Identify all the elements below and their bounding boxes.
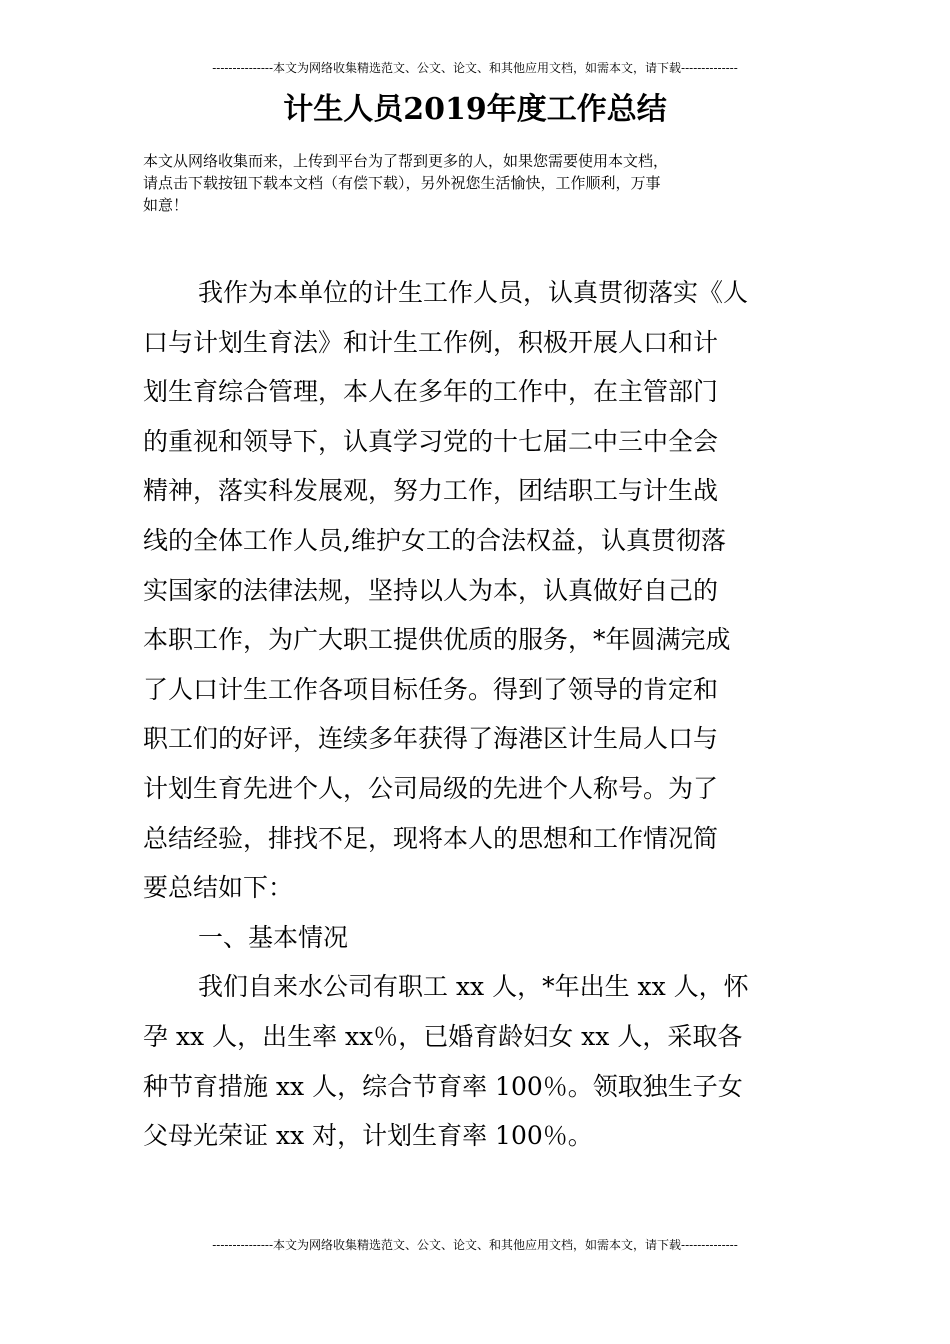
notice-line: 本文从网络收集而来，上传到平台为了帮到更多的人，如果您需要使用本文档，: [143, 152, 669, 170]
body-line: 总结经验，排找不足，现将本人的思想和工作情况简: [143, 823, 719, 853]
notice-line: 请点击下载按钮下载本文档（有偿下载），另外祝您生活愉快，工作顺利，万事: [143, 174, 661, 192]
body-line: 划生育综合管理，本人在多年的工作中，在主管部门: [143, 377, 719, 407]
section-heading: 一、基本情况: [198, 922, 349, 952]
body-line: 线的全体工作人员,维护女工的合法权益，认真贯彻落: [143, 525, 726, 555]
body-line: 种节育措施 xx 人，综合节育率 100％。领取独生子女: [143, 1071, 743, 1101]
body-text: [143, 268, 813, 1161]
body-line: 口与计划生育法》和计生工作例，积极开展人口和计: [143, 327, 719, 357]
header-banner: ---------------本文为网络收集精选范文、公文、论文、和其他应用文档，如需本文，请下载--------------: [212, 61, 738, 75]
body-line: 实国家的法律法规，坚持以人为本，认真做好自己的: [143, 575, 719, 605]
body-line: 计划生育先进个人，公司局级的先进个人称号。为了: [143, 773, 719, 803]
notice-line: 如意！: [143, 196, 189, 214]
body-line: 我作为本单位的计生工作人员，认真贯彻落实《人: [198, 278, 749, 307]
body-line: 了人口计生工作各项目标任务。得到了领导的肯定和: [143, 674, 719, 704]
download-notice: [143, 150, 813, 216]
body-line: 孕 xx 人，出生率 xx％，已婚育龄妇女 xx 人，采取各: [143, 1021, 743, 1051]
body-line: 要总结如下：: [143, 873, 294, 903]
body-line: 的重视和领导下，认真学习党的十七届二中三中全会: [143, 426, 719, 456]
body-line: 我们自来水公司有职工 xx 人，*年出生 xx 人，怀: [198, 972, 749, 1002]
document-title: 计生人员2019年度工作总结: [283, 92, 667, 127]
body-line: 本职工作，为广大职工提供优质的服务，*年圆满完成: [143, 625, 731, 655]
body-line: 精神，落实科发展观，努力工作，团结职工与计生战: [143, 476, 719, 506]
body-line: 职工们的好评，连续多年获得了海港区计生局人口与: [143, 724, 719, 754]
footer-banner: ---------------本文为网络收集精选范文、公文、论文、和其他应用文档，如需本文，请下载--------------: [212, 1238, 738, 1252]
body-line: 父母光荣证 xx 对，计划生育率 100％。: [143, 1121, 593, 1151]
